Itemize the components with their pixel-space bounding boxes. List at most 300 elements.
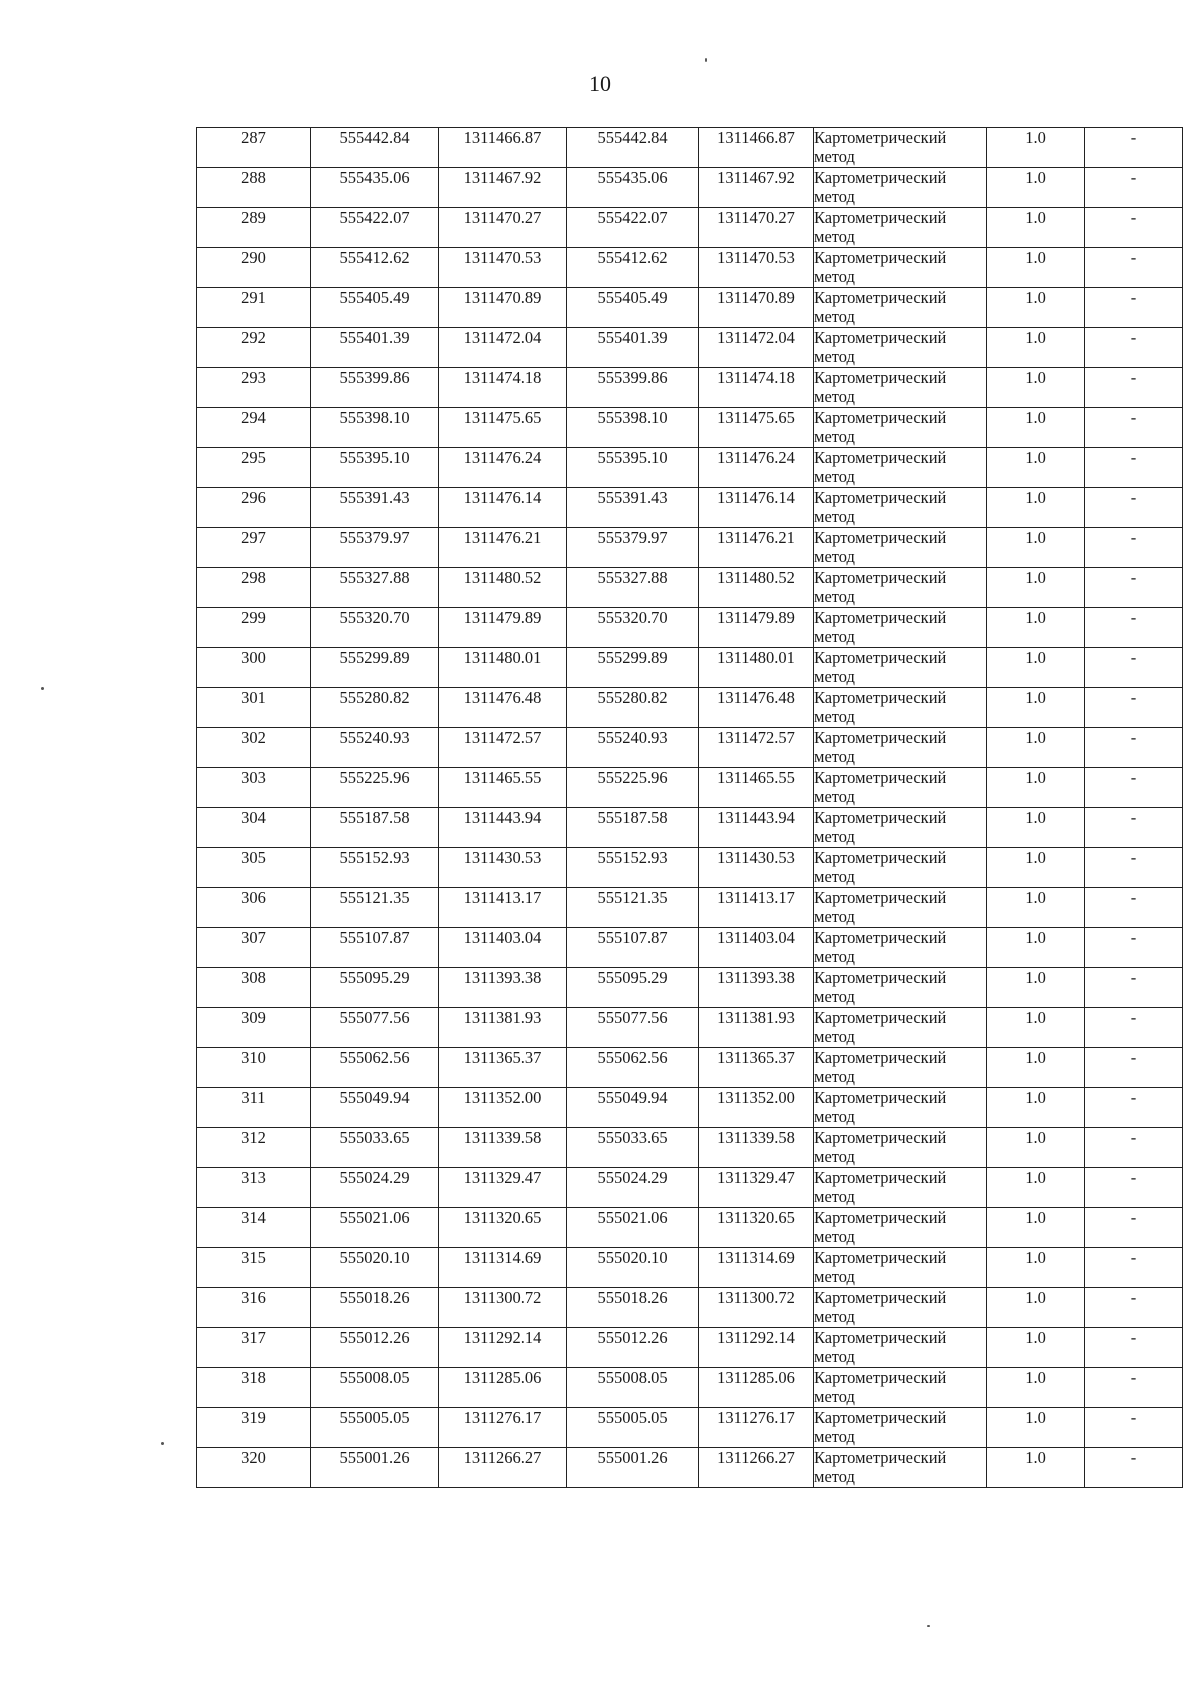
note-cell: - — [1085, 968, 1183, 1008]
y-refined-cell: 1311479.89 — [699, 608, 814, 648]
x-existing-cell: 555024.29 — [311, 1168, 439, 1208]
point-number-cell: 316 — [197, 1288, 311, 1328]
x-refined-cell: 555020.10 — [567, 1248, 699, 1288]
note-cell: - — [1085, 768, 1183, 808]
x-existing-cell: 555018.26 — [311, 1288, 439, 1328]
method-cell: Картометрический метод — [814, 448, 987, 488]
accuracy-cell: 1.0 — [987, 528, 1085, 568]
note-cell: - — [1085, 128, 1183, 168]
y-existing-cell: 1311472.57 — [439, 728, 567, 768]
x-refined-cell: 555299.89 — [567, 648, 699, 688]
x-existing-cell: 555062.56 — [311, 1048, 439, 1088]
x-refined-cell: 555391.43 — [567, 488, 699, 528]
table-row — [197, 888, 1183, 928]
table-row — [197, 1408, 1183, 1448]
x-existing-cell: 555121.35 — [311, 888, 439, 928]
y-existing-cell: 1311314.69 — [439, 1248, 567, 1288]
note-cell: - — [1085, 1088, 1183, 1128]
scan-speck — [927, 1625, 930, 1627]
x-refined-cell: 555225.96 — [567, 768, 699, 808]
y-refined-cell: 1311476.14 — [699, 488, 814, 528]
note-cell: - — [1085, 648, 1183, 688]
table-row — [197, 208, 1183, 248]
coordinates-table — [196, 127, 1183, 1488]
note-cell: - — [1085, 1128, 1183, 1168]
note-cell: - — [1085, 328, 1183, 368]
table-row — [197, 728, 1183, 768]
y-refined-cell: 1311476.24 — [699, 448, 814, 488]
method-cell: Картометрический метод — [814, 728, 987, 768]
x-refined-cell: 555422.07 — [567, 208, 699, 248]
y-existing-cell: 1311443.94 — [439, 808, 567, 848]
method-cell: Картометрический метод — [814, 1368, 987, 1408]
point-number-cell: 291 — [197, 288, 311, 328]
x-existing-cell: 555398.10 — [311, 408, 439, 448]
note-cell: - — [1085, 888, 1183, 928]
note-cell: - — [1085, 568, 1183, 608]
note-cell: - — [1085, 1208, 1183, 1248]
accuracy-cell: 1.0 — [987, 688, 1085, 728]
accuracy-cell: 1.0 — [987, 1448, 1085, 1488]
y-refined-cell: 1311443.94 — [699, 808, 814, 848]
y-existing-cell: 1311470.27 — [439, 208, 567, 248]
x-refined-cell: 555005.05 — [567, 1408, 699, 1448]
y-existing-cell: 1311470.89 — [439, 288, 567, 328]
x-existing-cell: 555405.49 — [311, 288, 439, 328]
x-existing-cell: 555320.70 — [311, 608, 439, 648]
method-cell: Картометрический метод — [814, 1448, 987, 1488]
point-number-cell: 300 — [197, 648, 311, 688]
x-refined-cell: 555412.62 — [567, 248, 699, 288]
scan-speck — [161, 1442, 164, 1445]
method-cell: Картометрический метод — [814, 328, 987, 368]
table-row — [197, 488, 1183, 528]
point-number-cell: 299 — [197, 608, 311, 648]
table-row — [197, 648, 1183, 688]
x-refined-cell: 555024.29 — [567, 1168, 699, 1208]
table-row — [197, 1048, 1183, 1088]
point-number-cell: 301 — [197, 688, 311, 728]
point-number-cell: 294 — [197, 408, 311, 448]
scan-speck — [41, 687, 44, 690]
note-cell: - — [1085, 928, 1183, 968]
table-row — [197, 288, 1183, 328]
table-row — [197, 1128, 1183, 1168]
x-refined-cell: 555062.56 — [567, 1048, 699, 1088]
table-row — [197, 528, 1183, 568]
x-existing-cell: 555225.96 — [311, 768, 439, 808]
point-number-cell: 295 — [197, 448, 311, 488]
y-refined-cell: 1311352.00 — [699, 1088, 814, 1128]
y-refined-cell: 1311413.17 — [699, 888, 814, 928]
accuracy-cell: 1.0 — [987, 1408, 1085, 1448]
x-existing-cell: 555021.06 — [311, 1208, 439, 1248]
table-row — [197, 1328, 1183, 1368]
note-cell: - — [1085, 1288, 1183, 1328]
note-cell: - — [1085, 1448, 1183, 1488]
point-number-cell: 308 — [197, 968, 311, 1008]
y-refined-cell: 1311470.27 — [699, 208, 814, 248]
table-row — [197, 1368, 1183, 1408]
x-refined-cell: 555240.93 — [567, 728, 699, 768]
note-cell: - — [1085, 408, 1183, 448]
x-existing-cell: 555412.62 — [311, 248, 439, 288]
accuracy-cell: 1.0 — [987, 1128, 1085, 1168]
x-refined-cell: 555379.97 — [567, 528, 699, 568]
method-cell: Картометрический метод — [814, 1088, 987, 1128]
table-row — [197, 1248, 1183, 1288]
table-body — [197, 128, 1183, 1488]
y-existing-cell: 1311472.04 — [439, 328, 567, 368]
y-existing-cell: 1311476.14 — [439, 488, 567, 528]
note-cell: - — [1085, 1408, 1183, 1448]
point-number-cell: 306 — [197, 888, 311, 928]
point-number-cell: 298 — [197, 568, 311, 608]
x-existing-cell: 555107.87 — [311, 928, 439, 968]
y-existing-cell: 1311393.38 — [439, 968, 567, 1008]
accuracy-cell: 1.0 — [987, 888, 1085, 928]
point-number-cell: 313 — [197, 1168, 311, 1208]
accuracy-cell: 1.0 — [987, 128, 1085, 168]
method-cell: Картометрический метод — [814, 1168, 987, 1208]
note-cell: - — [1085, 688, 1183, 728]
accuracy-cell: 1.0 — [987, 568, 1085, 608]
accuracy-cell: 1.0 — [987, 968, 1085, 1008]
point-number-cell: 288 — [197, 168, 311, 208]
page-number: 10 — [589, 71, 611, 96]
y-existing-cell: 1311476.24 — [439, 448, 567, 488]
point-number-cell: 305 — [197, 848, 311, 888]
accuracy-cell: 1.0 — [987, 1088, 1085, 1128]
y-existing-cell: 1311276.17 — [439, 1408, 567, 1448]
x-existing-cell: 555391.43 — [311, 488, 439, 528]
y-existing-cell: 1311339.58 — [439, 1128, 567, 1168]
accuracy-cell: 1.0 — [987, 1288, 1085, 1328]
point-number-cell: 320 — [197, 1448, 311, 1488]
x-refined-cell: 555320.70 — [567, 608, 699, 648]
table-row — [197, 168, 1183, 208]
table-row — [197, 408, 1183, 448]
accuracy-cell: 1.0 — [987, 288, 1085, 328]
table-row — [197, 1288, 1183, 1328]
point-number-cell: 287 — [197, 128, 311, 168]
y-existing-cell: 1311381.93 — [439, 1008, 567, 1048]
x-refined-cell: 555121.35 — [567, 888, 699, 928]
note-cell: - — [1085, 248, 1183, 288]
x-existing-cell: 555442.84 — [311, 128, 439, 168]
y-existing-cell: 1311285.06 — [439, 1368, 567, 1408]
y-refined-cell: 1311470.53 — [699, 248, 814, 288]
x-existing-cell: 555395.10 — [311, 448, 439, 488]
x-refined-cell: 555008.05 — [567, 1368, 699, 1408]
point-number-cell: 293 — [197, 368, 311, 408]
note-cell: - — [1085, 208, 1183, 248]
y-refined-cell: 1311476.21 — [699, 528, 814, 568]
note-cell: - — [1085, 288, 1183, 328]
table-row — [197, 608, 1183, 648]
accuracy-cell: 1.0 — [987, 1168, 1085, 1208]
y-refined-cell: 1311472.04 — [699, 328, 814, 368]
x-existing-cell: 555077.56 — [311, 1008, 439, 1048]
method-cell: Картометрический метод — [814, 528, 987, 568]
x-existing-cell: 555152.93 — [311, 848, 439, 888]
method-cell: Картометрический метод — [814, 808, 987, 848]
y-existing-cell: 1311329.47 — [439, 1168, 567, 1208]
scan-speck — [705, 58, 707, 62]
table-row — [197, 448, 1183, 488]
x-refined-cell: 555049.94 — [567, 1088, 699, 1128]
x-existing-cell: 555005.05 — [311, 1408, 439, 1448]
x-refined-cell: 555395.10 — [567, 448, 699, 488]
table-row — [197, 328, 1183, 368]
y-refined-cell: 1311365.37 — [699, 1048, 814, 1088]
x-existing-cell: 555095.29 — [311, 968, 439, 1008]
table-row — [197, 568, 1183, 608]
method-cell: Картометрический метод — [814, 968, 987, 1008]
table-row — [197, 1008, 1183, 1048]
point-number-cell: 312 — [197, 1128, 311, 1168]
method-cell: Картометрический метод — [814, 168, 987, 208]
method-cell: Картометрический метод — [814, 1288, 987, 1328]
accuracy-cell: 1.0 — [987, 168, 1085, 208]
accuracy-cell: 1.0 — [987, 488, 1085, 528]
point-number-cell: 315 — [197, 1248, 311, 1288]
note-cell: - — [1085, 528, 1183, 568]
table-row — [197, 1168, 1183, 1208]
y-refined-cell: 1311476.48 — [699, 688, 814, 728]
y-refined-cell: 1311470.89 — [699, 288, 814, 328]
note-cell: - — [1085, 488, 1183, 528]
accuracy-cell: 1.0 — [987, 408, 1085, 448]
note-cell: - — [1085, 1008, 1183, 1048]
note-cell: - — [1085, 1168, 1183, 1208]
accuracy-cell: 1.0 — [987, 448, 1085, 488]
accuracy-cell: 1.0 — [987, 728, 1085, 768]
x-refined-cell: 555095.29 — [567, 968, 699, 1008]
accuracy-cell: 1.0 — [987, 808, 1085, 848]
note-cell: - — [1085, 728, 1183, 768]
y-existing-cell: 1311292.14 — [439, 1328, 567, 1368]
y-existing-cell: 1311430.53 — [439, 848, 567, 888]
accuracy-cell: 1.0 — [987, 1248, 1085, 1288]
y-existing-cell: 1311365.37 — [439, 1048, 567, 1088]
x-existing-cell: 555001.26 — [311, 1448, 439, 1488]
method-cell: Картометрический метод — [814, 848, 987, 888]
y-existing-cell: 1311480.01 — [439, 648, 567, 688]
point-number-cell: 309 — [197, 1008, 311, 1048]
table-row — [197, 768, 1183, 808]
y-refined-cell: 1311276.17 — [699, 1408, 814, 1448]
method-cell: Картометрический метод — [814, 1248, 987, 1288]
accuracy-cell: 1.0 — [987, 1008, 1085, 1048]
x-existing-cell: 555187.58 — [311, 808, 439, 848]
x-existing-cell: 555435.06 — [311, 168, 439, 208]
accuracy-cell: 1.0 — [987, 1048, 1085, 1088]
y-existing-cell: 1311320.65 — [439, 1208, 567, 1248]
x-refined-cell: 555398.10 — [567, 408, 699, 448]
table-row — [197, 968, 1183, 1008]
y-existing-cell: 1311413.17 — [439, 888, 567, 928]
x-refined-cell: 555399.86 — [567, 368, 699, 408]
y-existing-cell: 1311403.04 — [439, 928, 567, 968]
y-existing-cell: 1311480.52 — [439, 568, 567, 608]
point-number-cell: 292 — [197, 328, 311, 368]
x-refined-cell: 555033.65 — [567, 1128, 699, 1168]
accuracy-cell: 1.0 — [987, 768, 1085, 808]
y-refined-cell: 1311480.01 — [699, 648, 814, 688]
y-refined-cell: 1311339.58 — [699, 1128, 814, 1168]
method-cell: Картометрический метод — [814, 888, 987, 928]
y-existing-cell: 1311476.48 — [439, 688, 567, 728]
method-cell: Картометрический метод — [814, 368, 987, 408]
y-refined-cell: 1311285.06 — [699, 1368, 814, 1408]
table-row — [197, 128, 1183, 168]
table-row — [197, 1208, 1183, 1248]
method-cell: Картометрический метод — [814, 1208, 987, 1248]
x-refined-cell: 555021.06 — [567, 1208, 699, 1248]
method-cell: Картометрический метод — [814, 488, 987, 528]
x-refined-cell: 555012.26 — [567, 1328, 699, 1368]
method-cell: Картометрический метод — [814, 208, 987, 248]
x-refined-cell: 555442.84 — [567, 128, 699, 168]
accuracy-cell: 1.0 — [987, 648, 1085, 688]
note-cell: - — [1085, 448, 1183, 488]
method-cell: Картометрический метод — [814, 928, 987, 968]
x-existing-cell: 555240.93 — [311, 728, 439, 768]
y-refined-cell: 1311465.55 — [699, 768, 814, 808]
x-existing-cell: 555379.97 — [311, 528, 439, 568]
note-cell: - — [1085, 168, 1183, 208]
y-existing-cell: 1311476.21 — [439, 528, 567, 568]
method-cell: Картометрический метод — [814, 1408, 987, 1448]
note-cell: - — [1085, 848, 1183, 888]
x-refined-cell: 555401.39 — [567, 328, 699, 368]
x-existing-cell: 555401.39 — [311, 328, 439, 368]
accuracy-cell: 1.0 — [987, 208, 1085, 248]
table-row — [197, 368, 1183, 408]
y-refined-cell: 1311266.27 — [699, 1448, 814, 1488]
method-cell: Картометрический метод — [814, 128, 987, 168]
y-refined-cell: 1311480.52 — [699, 568, 814, 608]
x-existing-cell: 555327.88 — [311, 568, 439, 608]
y-existing-cell: 1311266.27 — [439, 1448, 567, 1488]
table-row — [197, 1448, 1183, 1488]
x-refined-cell: 555435.06 — [567, 168, 699, 208]
point-number-cell: 317 — [197, 1328, 311, 1368]
x-refined-cell: 555077.56 — [567, 1008, 699, 1048]
accuracy-cell: 1.0 — [987, 368, 1085, 408]
point-number-cell: 289 — [197, 208, 311, 248]
point-number-cell: 296 — [197, 488, 311, 528]
x-existing-cell: 555012.26 — [311, 1328, 439, 1368]
accuracy-cell: 1.0 — [987, 1328, 1085, 1368]
x-refined-cell: 555152.93 — [567, 848, 699, 888]
y-existing-cell: 1311300.72 — [439, 1288, 567, 1328]
y-refined-cell: 1311430.53 — [699, 848, 814, 888]
y-existing-cell: 1311467.92 — [439, 168, 567, 208]
method-cell: Картометрический метод — [814, 688, 987, 728]
y-existing-cell: 1311475.65 — [439, 408, 567, 448]
y-refined-cell: 1311466.87 — [699, 128, 814, 168]
y-refined-cell: 1311329.47 — [699, 1168, 814, 1208]
x-existing-cell: 555422.07 — [311, 208, 439, 248]
point-number-cell: 303 — [197, 768, 311, 808]
note-cell: - — [1085, 368, 1183, 408]
method-cell: Картометрический метод — [814, 408, 987, 448]
y-refined-cell: 1311403.04 — [699, 928, 814, 968]
x-refined-cell: 555405.49 — [567, 288, 699, 328]
x-existing-cell: 555399.86 — [311, 368, 439, 408]
method-cell: Картометрический метод — [814, 568, 987, 608]
point-number-cell: 319 — [197, 1408, 311, 1448]
y-existing-cell: 1311466.87 — [439, 128, 567, 168]
x-existing-cell: 555008.05 — [311, 1368, 439, 1408]
note-cell: - — [1085, 1248, 1183, 1288]
x-existing-cell: 555033.65 — [311, 1128, 439, 1168]
point-number-cell: 304 — [197, 808, 311, 848]
point-number-cell: 310 — [197, 1048, 311, 1088]
point-number-cell: 318 — [197, 1368, 311, 1408]
y-refined-cell: 1311467.92 — [699, 168, 814, 208]
y-refined-cell: 1311393.38 — [699, 968, 814, 1008]
method-cell: Картометрический метод — [814, 1328, 987, 1368]
x-refined-cell: 555107.87 — [567, 928, 699, 968]
y-existing-cell: 1311474.18 — [439, 368, 567, 408]
method-cell: Картометрический метод — [814, 1048, 987, 1088]
method-cell: Картометрический метод — [814, 1008, 987, 1048]
point-number-cell: 302 — [197, 728, 311, 768]
accuracy-cell: 1.0 — [987, 1208, 1085, 1248]
point-number-cell: 314 — [197, 1208, 311, 1248]
point-number-cell: 297 — [197, 528, 311, 568]
table-row — [197, 688, 1183, 728]
table-row — [197, 928, 1183, 968]
y-refined-cell: 1311300.72 — [699, 1288, 814, 1328]
method-cell: Картометрический метод — [814, 1128, 987, 1168]
y-existing-cell: 1311470.53 — [439, 248, 567, 288]
note-cell: - — [1085, 808, 1183, 848]
accuracy-cell: 1.0 — [987, 608, 1085, 648]
method-cell: Картометрический метод — [814, 248, 987, 288]
point-number-cell: 290 — [197, 248, 311, 288]
x-refined-cell: 555187.58 — [567, 808, 699, 848]
point-number-cell: 307 — [197, 928, 311, 968]
table-row — [197, 248, 1183, 288]
x-refined-cell: 555018.26 — [567, 1288, 699, 1328]
method-cell: Картометрический метод — [814, 608, 987, 648]
y-existing-cell: 1311465.55 — [439, 768, 567, 808]
accuracy-cell: 1.0 — [987, 1368, 1085, 1408]
method-cell: Картометрический метод — [814, 288, 987, 328]
accuracy-cell: 1.0 — [987, 248, 1085, 288]
x-existing-cell: 555280.82 — [311, 688, 439, 728]
x-existing-cell: 555020.10 — [311, 1248, 439, 1288]
x-existing-cell: 555049.94 — [311, 1088, 439, 1128]
table-row — [197, 808, 1183, 848]
x-refined-cell: 555327.88 — [567, 568, 699, 608]
note-cell: - — [1085, 1328, 1183, 1368]
note-cell: - — [1085, 1048, 1183, 1088]
x-existing-cell: 555299.89 — [311, 648, 439, 688]
table-row — [197, 1088, 1183, 1128]
method-cell: Картометрический метод — [814, 648, 987, 688]
y-refined-cell: 1311472.57 — [699, 728, 814, 768]
y-existing-cell: 1311479.89 — [439, 608, 567, 648]
accuracy-cell: 1.0 — [987, 928, 1085, 968]
method-cell: Картометрический метод — [814, 768, 987, 808]
point-number-cell: 311 — [197, 1088, 311, 1128]
note-cell: - — [1085, 608, 1183, 648]
